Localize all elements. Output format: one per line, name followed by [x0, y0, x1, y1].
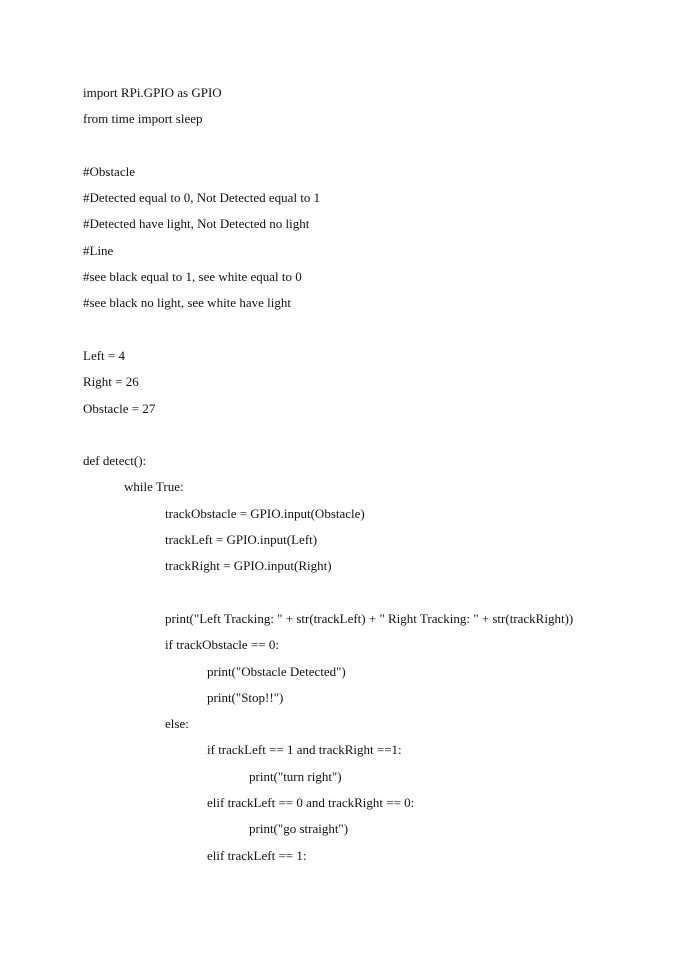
comment-line: #Detected have light, Not Detected no light: [83, 216, 310, 232]
comment-line: #Line: [83, 242, 114, 258]
code-line: elif trackLeft == 0 and trackRight == 0:: [207, 795, 415, 811]
code-line: trackObstacle = GPIO.input(Obstacle): [165, 505, 365, 521]
code-line: from time import sleep: [83, 111, 203, 127]
comment-line: #see black no light, see white have light: [83, 295, 291, 311]
code-line: def detect():: [83, 453, 147, 469]
code-line: Left = 4: [83, 347, 125, 363]
comment-line: #Detected equal to 0, Not Detected equal to 1: [83, 190, 321, 206]
code-line: print("Left Tracking: " + str(trackLeft) + " Right Tracking: " + str(trackRight)): [165, 610, 574, 626]
code-line: Right = 26: [83, 374, 139, 390]
code-line: import RPi.GPIO as GPIO: [83, 85, 222, 100]
blank-line: [83, 580, 673, 606]
code-line: while True:: [124, 479, 184, 495]
comment-line: #Obstacle: [83, 163, 135, 179]
blank-line: [83, 317, 673, 343]
code-listing: [83, 80, 673, 869]
comment-line: #see black equal to 1, see white equal to 0: [83, 269, 302, 285]
code-line: if trackLeft == 1 and trackRight ==1:: [207, 742, 402, 758]
blank-line: [83, 422, 673, 448]
blank-line: [83, 133, 673, 159]
code-line: Obstacle = 27: [83, 400, 156, 416]
code-line: trackRight = GPIO.input(Right): [165, 558, 332, 574]
code-line: trackLeft = GPIO.input(Left): [165, 532, 318, 548]
code-line: elif trackLeft == 1:: [207, 847, 307, 863]
code-line: if trackObstacle == 0:: [165, 637, 279, 653]
code-line: print("Obstacle Detected"): [207, 663, 346, 679]
code-line: print("turn right"): [249, 768, 342, 784]
code-line: else:: [165, 716, 189, 732]
code-line: print("go straight"): [249, 821, 349, 837]
code-line: print("Stop!!"): [207, 689, 284, 705]
